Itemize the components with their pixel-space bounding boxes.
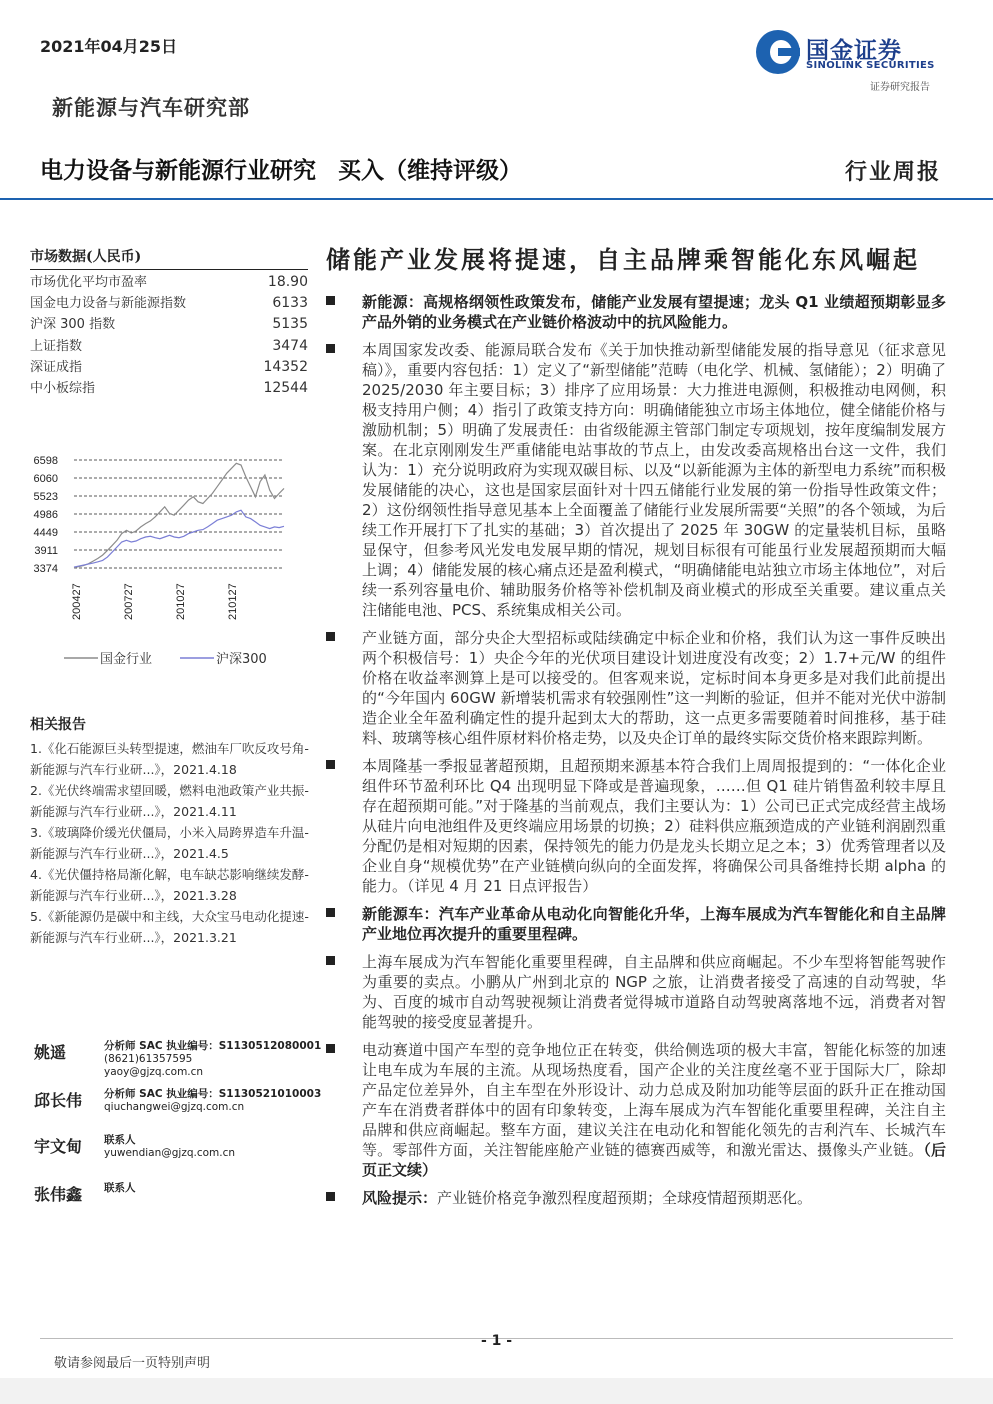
market-data-label: 市场优化平均市盈率 [30,275,148,290]
x-tick-label: 210127 [227,583,239,620]
bullet-item [326,904,946,944]
market-data-row [30,314,308,335]
bullet-bold-text: 风险提示： [362,1189,438,1207]
analyst-name: 宇文甸 [34,1137,83,1156]
bullet-square-icon [326,632,335,641]
market-data-value: 12544 [263,379,308,396]
header-divider [0,198,993,200]
bullet-text: 产业链方面，部分央企大型招标或陆续确定中标企业和价格，我们认为这一事件反映出两个积极信号：1）央企今年的光伏项目建设计划进度没有改变；2）1.7+元/W 的组件价格在收益率测算上是可以接受的。但客观来说，定标时间本身更多是对我们此前提出的“今年国内 60GW 新增装机需求有较强刚性”这一判断的验证，但并不能对光伏中游制造企业全年盈利确定性的提升起到太大的帮助，这一点更多需要随着时间推移，基于硅料、玻璃等核心组件原材料价格走势，以及央企订单的最终实际交货价格来跟踪判断。 [362,629,946,747]
market-data-row [30,336,308,357]
bullet-text: 本周隆基一季报显著超预期，且超预期来源基本符合我们上周周报提到的：“一体化企业组件环节盈利环比 Q4 出现明显下降或是普遍现象，……但 Q1 硅片销售盈利较丰厚且存在超预期可能。”对于隆基的当前观点，我们主要认为：1）公司已正式完成经营主战场从硅片向电池组件及更终端应用场景的切换；2）硅料供应瓶颈造成的产业链利润剧烈重分配仍是相对短期的因素，保持领先的能力仍是龙头长期立足之本；3）优秀管理者以及企业自身“规模优势”在产业链横向纵向的全面发挥，将确保公司具备维持长期 alpha 的能力。（详见 4 月 21 日点评报告） [362,757,946,895]
market-data-row [30,357,308,378]
market-data-rows [30,272,308,399]
x-tick-label: 201027 [175,583,187,620]
analyst-contact [104,1040,321,1079]
analyst-contact-line: 联系人 [104,1134,136,1146]
market-data-panel [30,246,308,399]
market-data-label: 中小板综指 [30,380,96,396]
analyst-contact [104,1088,321,1114]
report-date: 2021年04月25日 [40,37,178,56]
analyst-entry [34,1134,324,1180]
industry-name: 电力设备与新能源行业研究 [40,158,316,184]
analyst-name: 姚遥 [34,1043,67,1062]
analyst-entry [34,1182,324,1228]
related-report-item[interactable]: 2.《光伏终端需求望回暖，燃料电池政策产业共振-新能源与汽车行业研...》，2021.4.11 [30,783,309,819]
x-tick-label: 200427 [71,583,83,620]
divider [30,269,308,270]
bullet-list [326,292,946,1208]
market-data-value: 18.90 [267,274,308,290]
bullet-bold-text: 新能源车：汽车产业革命从电动化向智能化升华，上海车展成为汽车智能化和自主品牌产业地位再次提升的重要里程碑。 [362,905,946,943]
y-tick-label: 3374 [33,563,58,575]
rating-label: 买入（维持评级） [338,158,522,184]
related-report-item[interactable]: 5.《新能源仍是碳中和主线，大众宝马电动化提速-新能源与汽车行业研...》，2021.3.21 [30,909,309,945]
bullet-item [326,952,946,1032]
market-data-label: 沪深 300 指数 [30,317,116,333]
related-report-item[interactable]: 4.《光伏僵持格局渐化解，电车缺芯影响继续发酵-新能源与汽车行业研...》，2021.3.28 [30,867,309,903]
main-headline: 储能产业发展将提速，自主品牌乘智能化东风崛起 [326,245,920,274]
analyst-contact-line[interactable]: yaoy@gjzq.com.cn [104,1066,204,1078]
y-tick-label: 4986 [33,509,58,521]
y-tick-label: 5523 [33,491,58,504]
analyst-name: 邱长伟 [34,1091,83,1110]
market-data-row [30,378,308,399]
bullet-item [326,1188,946,1208]
bullet-text: 上海车展成为汽车智能化重要里程碑，自主品牌和供应商崛起。不少车型将智能驾驶作为重要的卖点。小鹏从广州到北京的 NGP 之旅，让消费者接受了高速的自动驾驶，华为、百度的城市自动驾驶视频让消费者觉得城市道路自动驾驶离落地不远，消费者对智能驾驶的接受度显著提升。 [362,953,946,1031]
market-data-row [30,272,308,293]
analyst-contact-line: 分析师 SAC 执业编号：S1130512080001 [104,1040,322,1052]
logo-en-text: SINOLINK SECURITIES [806,60,935,71]
market-data-title: 市场数据(人民币) [30,249,142,265]
related-reports [30,714,320,948]
x-tick-label: 200727 [123,583,135,620]
related-report-item[interactable]: 3.《玻璃降价缓光伏僵局，小米入局跨界造车升温-新能源与汽车行业研...》，2021.4.5 [30,825,309,861]
market-data-value: 14352 [263,358,308,375]
analyst-entry [34,1040,324,1086]
market-data-value: 5135 [272,316,308,333]
market-data-label: 深证成指 [30,359,83,375]
bullet-square-icon [326,956,335,965]
footer-band [0,1378,993,1404]
index-chart [26,446,316,676]
bullet-square-icon [326,1192,335,1201]
analyst-contact-line[interactable]: qiuchangwei@gjzq.com.cn [104,1101,245,1113]
bullet-item [326,628,946,748]
analyst-contact [104,1182,136,1195]
bullet-square-icon [326,1044,335,1053]
analyst-contact-line: (8621)61357595 [104,1053,193,1065]
logo-mark-icon [756,30,800,74]
bullet-square-icon [326,296,335,305]
footer-disclaimer: 敬请参阅最后一页特别声明 [54,1356,211,1371]
report-type: 行业周报 [844,159,941,185]
legend-label: 沪深300 [216,652,267,667]
analyst-contact-line[interactable]: yuwendian@gjzq.com.cn [104,1147,236,1159]
analyst-entry [34,1088,324,1134]
analyst-name: 张伟鑫 [34,1185,83,1204]
related-reports-list [30,738,320,948]
related-report-item[interactable]: 1.《化石能源巨头转型提速，燃油车厂吹反攻号角-新能源与汽车行业研...》，2021.4.18 [30,741,309,777]
bullet-item [326,292,946,332]
series-line-1 [74,510,284,567]
bullet-text: 产业链价格竞争激烈程度超预期；全球疫情超预期恶化。 [437,1189,813,1207]
bullet-item [326,756,946,896]
bullet-square-icon [326,908,335,917]
index-chart-svg [26,446,316,676]
page-number: - 1 - [480,1333,513,1349]
bullet-text: 电动赛道中国产车型的竞争地位正在转变，供给侧选项的极大丰富，智能化标签的加速让电车成为车展的主流。从现场热度看，国产企业的关注度丝毫不亚于国际大厂，除却产品定位差异外，自主车型在外形设计、动力总成及附加功能等层面的跃升正在推动国产车在消费者群体中的固有印象转变，上海车展成为汽车智能化重要里程碑，关注自主品牌和供应商崛起。整车方面，建议关注在电动化和智能化领先的吉利汽车、长城汽车等。零部件方面，关注智能座舱产业链的德赛西威等，和激光雷达、摄像头产业链。 [362,1041,946,1159]
bullet-square-icon [326,344,335,353]
bullet-tail-text: （后页正文续） [362,1141,946,1179]
logo-cn-text: 国金证券 [806,38,902,64]
bullet-bold-text: 新能源：高规格纲领性政策发布，储能产业发展有望提速；龙头 Q1 业绩超预期彰显多产品外销的业务模式在产业链价格波动中的抗风险能力。 [362,293,946,331]
department-name: 新能源与汽车研究部 [52,95,250,120]
market-data-row [30,293,308,314]
y-tick-label: 4449 [33,526,58,539]
industry-title-bar [40,152,522,185]
bullet-square-icon [326,760,335,769]
y-tick-label: 3911 [34,545,58,558]
analyst-contact-line: 联系人 [104,1182,136,1194]
market-data-value: 6133 [272,295,308,312]
series-line-0 [74,463,284,568]
related-reports-title: 相关报告 [30,717,86,733]
analyst-contact-line: 分析师 SAC 执业编号：S1130521010003 [104,1088,322,1100]
market-data-value: 3474 [272,337,308,354]
company-logo [756,30,946,94]
y-tick-label: 6060 [33,473,58,486]
y-tick-label: 6598 [33,455,58,467]
market-data-label: 国金电力设备与新能源指数 [30,296,187,312]
bullet-item [326,340,946,620]
market-data-label: 上证指数 [30,338,83,354]
bullet-text: 本周国家发改委、能源局联合发布《关于加快推动新型储能发展的指导意见（征求意见稿）》，重要内容包括：1）定义了“新型储能”范畴（电化学、机械、氢储能）；2）明确了 2025/2030 年主要目标；3）排序了应用场景：大力推进电源侧，积极推动电网侧，积极支持用户侧；4）指引了政策支持方向：明确储能独立市场主体地位，健全储能价格与激励机制；5）明确了发展责任：由省级能源主管部门制定专项规划，按年度编制发展方案。在北京刚刚发生严重储能电站事故的节点上，由发改委高规格出台这一文件，我们认为：1）充分说明政府为实现双碳目标、以及“以新能源为主体的新型电力系统”而积极发展储能的决心，这也是国家层面针对十四五储能行业发展的第一份指导性政策文件；2）这份纲领性指导意见基本上全面覆盖了储能行业发展所需要“关照”的各个领域，为后续工作开展打下了扎实的基础；3）首次提出了 2025 年 30GW 的定量装机目标，虽略显保守，但参考风光发电发展早期的情况，规划目标很有可能虽行业发展超预期而大幅上调；4）储能发展的核心痛点还是盈利模式，“明确储能电站独立市场主体地位”，对后续一系列容量电价、辅助服务价格等补偿机制及商业模式的形成至关重要。建议重点关注储能电池、PCS、系统集成相关公司。 [362,341,946,619]
legend-label: 国金行业 [100,652,153,667]
logo-subtitle: 证券研究报告 [870,82,930,93]
bullet-item [326,1040,946,1180]
analyst-contact [104,1134,235,1160]
